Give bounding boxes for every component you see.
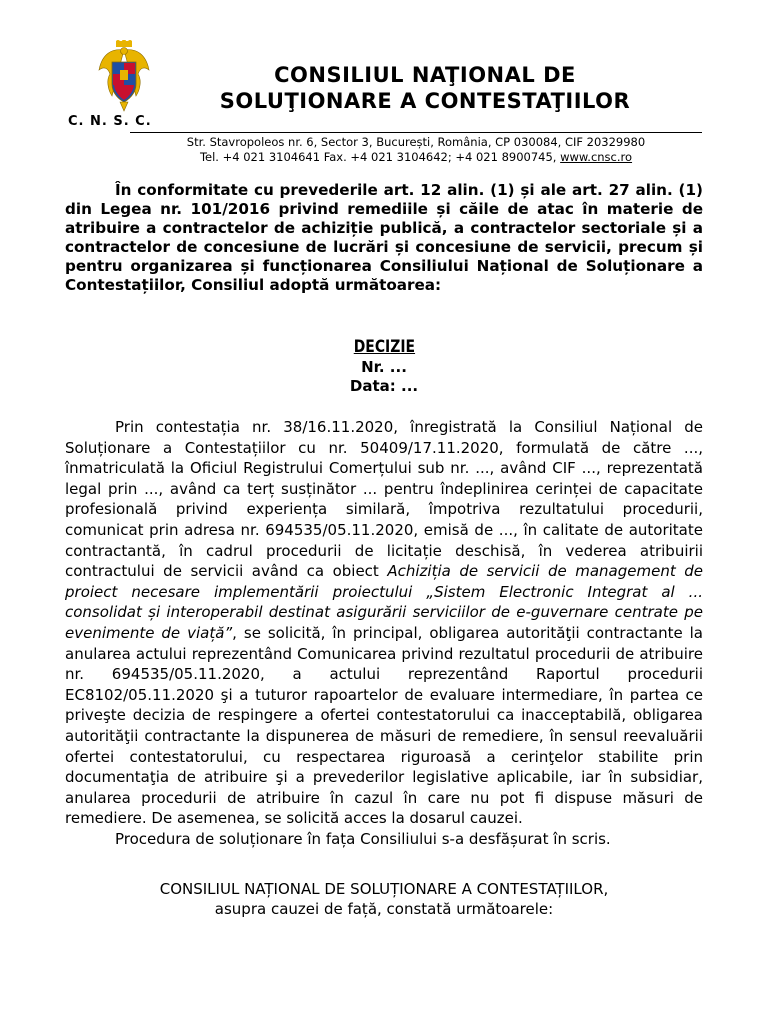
institution-title (160, 62, 690, 114)
romania-coat-of-arms-icon (98, 40, 150, 112)
closing-line2: asupra cauzei de față, constată următoarele: (214, 900, 554, 918)
phone-fax-text: Tel. +4 021 3104641 Fax. +4 021 3104642; +4 021 8900745, (199, 150, 561, 164)
decision-number: Nr. ... (361, 358, 407, 376)
decision-body (65, 417, 703, 849)
contact-address (130, 135, 702, 165)
body-text-part2: , se solicită, în principal, obligarea autorităţii contractante la anularea actului reprezentând Comunicarea privind rezultatul procedurii de atribuire nr. 694535/05.11.2020, a actului reprezentând Raportul procedurii EC8102/05.11.2020 şi a tuturor rapoartelor de evaluare intermediare, în partea ce priveşte decizia de respingere a ofertei contestatorului ca inacceptabilă, obligarea autorităţii contractante la dispunerea de măsuri de remediere, în sensul reevaluării ofertei contestatorului, cu respectarea riguroasă a cerinţelor stabilite prin documentaţia de atribuire şi a prevederilor legislative aplicabile, iar în subsidiar, anularea procedurii de atribuire în cazul în care nu pot fi dispuse măsuri de remediere. De asemenea, se solicită acces la dosarul cauzei. (65, 623, 703, 828)
legal-preamble: În conformitate cu prevederile art. 12 alin. (1) și ale art. 27 alin. (1) din Legea nr. 101/2016 privind remediile și căile de atac în materie de atribuire a contractelor de achiziție publică, a contractelor sectoriale și a contractelor de concesiune de lucrări și concesiune de servicii, precum și pentru organizarea și funcționarea Consiliului Național de Soluționare a Contestațiilor, Consiliul adoptă următoarea: (65, 181, 703, 294)
contract-subject: Achiziția de servicii de management de proiect necesare implementării proiectului „Sistem Electronic Integrat al ... consolidat și interoperabil destinat asigurării serviciilor de e-guvernare centrate pe evenimente de viață” (65, 562, 704, 642)
phone-fax-line (130, 150, 702, 165)
body-paragraph-main (65, 417, 703, 829)
institution-acronym: C. N. S. C. (68, 114, 152, 129)
decision-title: DECIZIE (353, 337, 415, 357)
closing-line1: CONSILIUL NAȚIONAL DE SOLUȚIONARE A CONTESTAȚIILOR, (159, 880, 609, 898)
council-finding-heading (65, 879, 703, 919)
institution-title-line1: CONSILIUL NAŢIONAL DE (274, 63, 576, 87)
header-divider (130, 132, 702, 133)
body-text-part1: Prin contestația nr. 38/16.11.2020, înregistrată la Consiliul Național de Soluționare a Contestațiilor cu nr. 50409/17.11.2020, formulată de către ..., înmatriculată la Oficiul Registrului Comerțului sub nr. ..., având CIF ..., reprezentată legal prin ..., având ca terț susținător ... pentru îndeplinirea cerinței de capacitate profesională privind experiența similară, împotriva rezultatului procedurii, comunicat prin adresa nr. 694535/05.11.2020, emisă de ..., în calitate de autoritate contractantă, în cadrul procedurii de licitație deschisă, în vederea atribuirii contractului de servicii având ca obiect (65, 418, 703, 581)
body-paragraph-procedure: Procedura de soluționare în fața Consiliului s-a desfășurat în scris. (115, 829, 611, 848)
address-line: Str. Stavropoleos nr. 6, Sector 3, București, România, CP 030084, CIF 20329980 (186, 135, 646, 149)
decision-heading (65, 336, 703, 396)
institution-title-line2: SOLUŢIONARE A CONTESTAŢIILOR (219, 89, 631, 113)
website-link[interactable]: www.cnsc.ro (560, 150, 633, 164)
decision-date: Data: ... (349, 377, 419, 395)
